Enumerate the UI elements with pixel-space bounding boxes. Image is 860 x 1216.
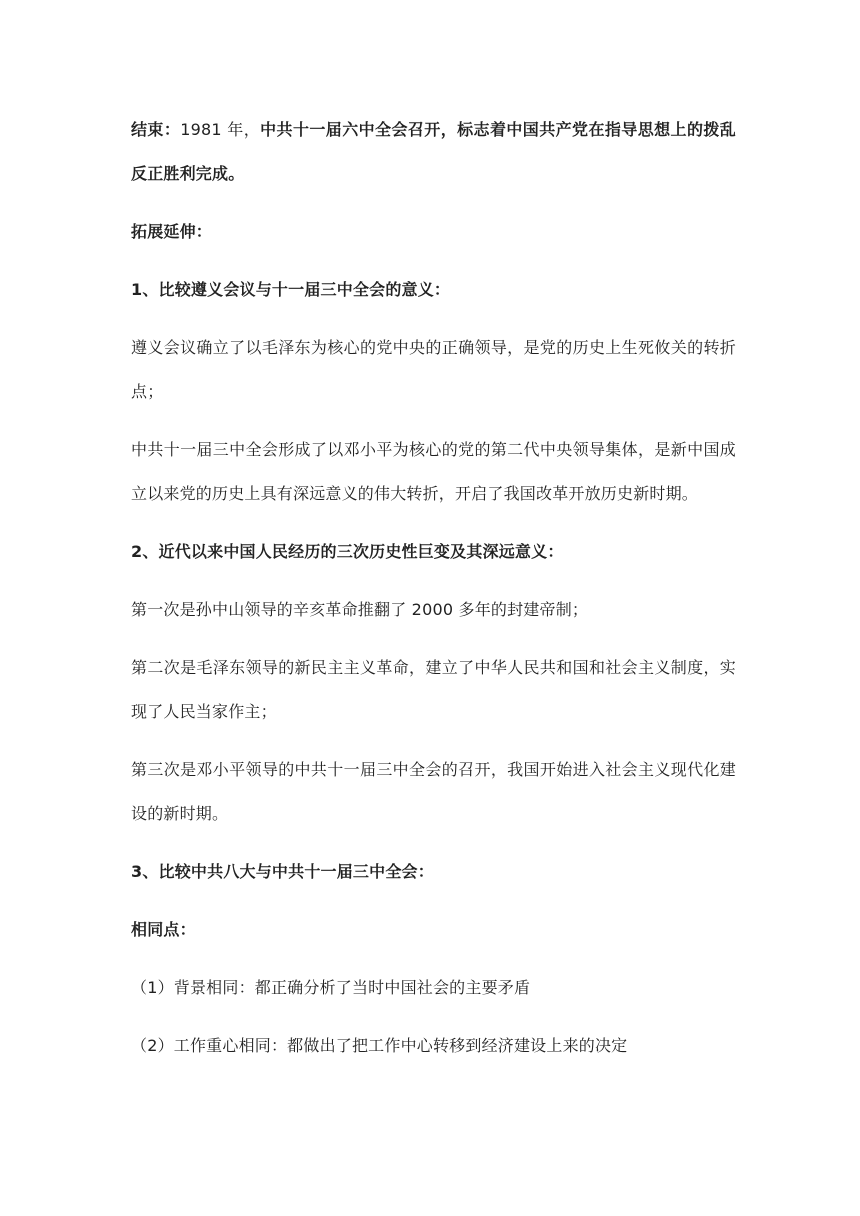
conclusion-rest: ，标志着中国共产党在指导思想上的拨乱反正胜利完成。	[131, 120, 736, 183]
heading-compare-eighth: 3、比较中共八大与中共十一届三中全会：	[131, 862, 434, 881]
conclusion-event: 中共十一届六中全会召开	[260, 120, 441, 139]
heading-three-changes: 2、近代以来中国人民经历的三次历史性巨变及其深远意义：	[131, 542, 564, 561]
document-body	[131, 108, 736, 1082]
heading-compare-zunyi: 1、比较遵义会议与十一届三中全会的意义：	[131, 280, 451, 299]
paragraph-third-change: 第三次是邓小平领导的中共十一届三中全会的召开，我国开始进入社会主义现代化建设的新时期。	[131, 760, 736, 823]
paragraph-zunyi: 遵义会议确立了以毛泽东为核心的党中央的正确领导，是党的历史上生死攸关的转折点；	[131, 338, 736, 401]
paragraph-first-change: 第一次是孙中山领导的辛亥革命推翻了 2000 多年的封建帝制；	[131, 600, 589, 619]
list-item-background: （1）背景相同：都正确分析了当时中国社会的主要矛盾	[131, 978, 531, 997]
list-item-work-focus: （2）工作重心相同：都做出了把工作中心转移到经济建设上来的决定	[131, 1036, 628, 1055]
heading-extension: 拓展延伸：	[131, 222, 213, 241]
conclusion-label: 结束：	[131, 120, 181, 139]
paragraph-conclusion	[131, 108, 736, 196]
paragraph-second-change: 第二次是毛泽东领导的新民主主义革命，建立了中华人民共和国和社会主义制度，实现了人民当家作主；	[131, 658, 736, 721]
conclusion-year: 1981 年，	[180, 120, 261, 139]
heading-similarities: 相同点：	[131, 920, 196, 939]
paragraph-third-plenum: 中共十一届三中全会形成了以邓小平为核心的党的第二代中央领导集体，是新中国成立以来党的历史上具有深远意义的伟大转折，开启了我国改革开放历史新时期。	[131, 440, 736, 503]
